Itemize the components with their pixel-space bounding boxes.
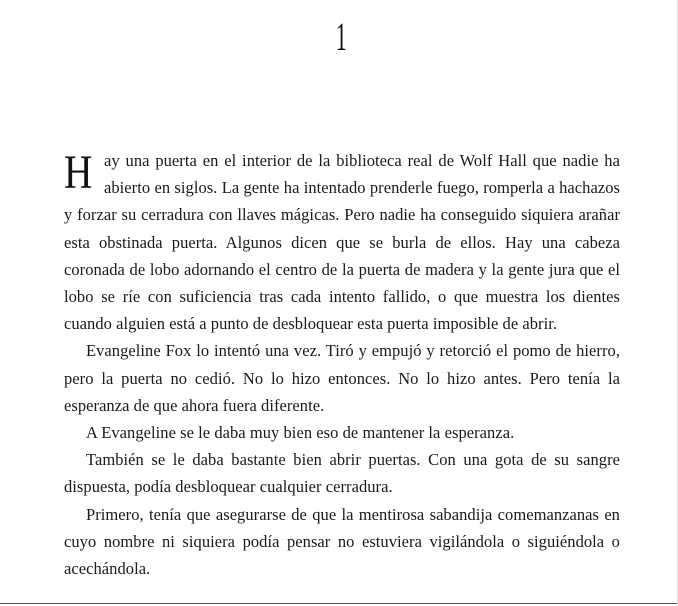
chapter-body xyxy=(64,147,620,582)
paragraph-4: También se le daba bastante bien abrir puertas. Con una gota de su sangre dispuesta, podía desbloquear cualquier cerradura. xyxy=(64,450,620,497)
page-bottom-divider xyxy=(0,603,678,604)
paragraph-5: Primero, tenía que asegurarse de que la mentirosa sabandija comemanzanas en cuyo nombre ni siquiera podía pensar no estuviera vigilándola o siguiéndola o acechándola. xyxy=(64,504,620,579)
drop-cap-letter: H xyxy=(64,146,93,199)
paragraph-1 xyxy=(64,147,620,337)
paragraph-text: ay una puerta en el interior de la biblioteca real de Wolf Hall que nadie ha abierto en siglos. La gente ha intentado prenderle fuego, romperla a hachazos y forzar su cerradura con llaves mágicas. Pero nadie ha conseguido siquiera arañar esta obstinada puerta. Algunos dicen que se burla de ellos. Hay una cabeza coronada de lobo adornando el centro de la puerta de madera y la gente jura que el lobo se ríe con suficiencia tras cada intento fallido, o que muestra los dientes cuando alguien está a punto de desbloquear esta puerta imposible de abrir. xyxy=(64,151,620,334)
paragraph-3: A Evangeline se le daba muy bien eso de mantener la esperanza. xyxy=(86,423,515,443)
chapter-number: 1 xyxy=(335,14,347,59)
paragraph-2: Evangeline Fox lo intentó una vez. Tiró y empujó y retorció el pomo de hierro, pero la puerta no cedió. No lo hizo entonces. No lo hizo antes. Pero tenía la esperanza de que ahora fuera diferente. xyxy=(64,341,620,415)
